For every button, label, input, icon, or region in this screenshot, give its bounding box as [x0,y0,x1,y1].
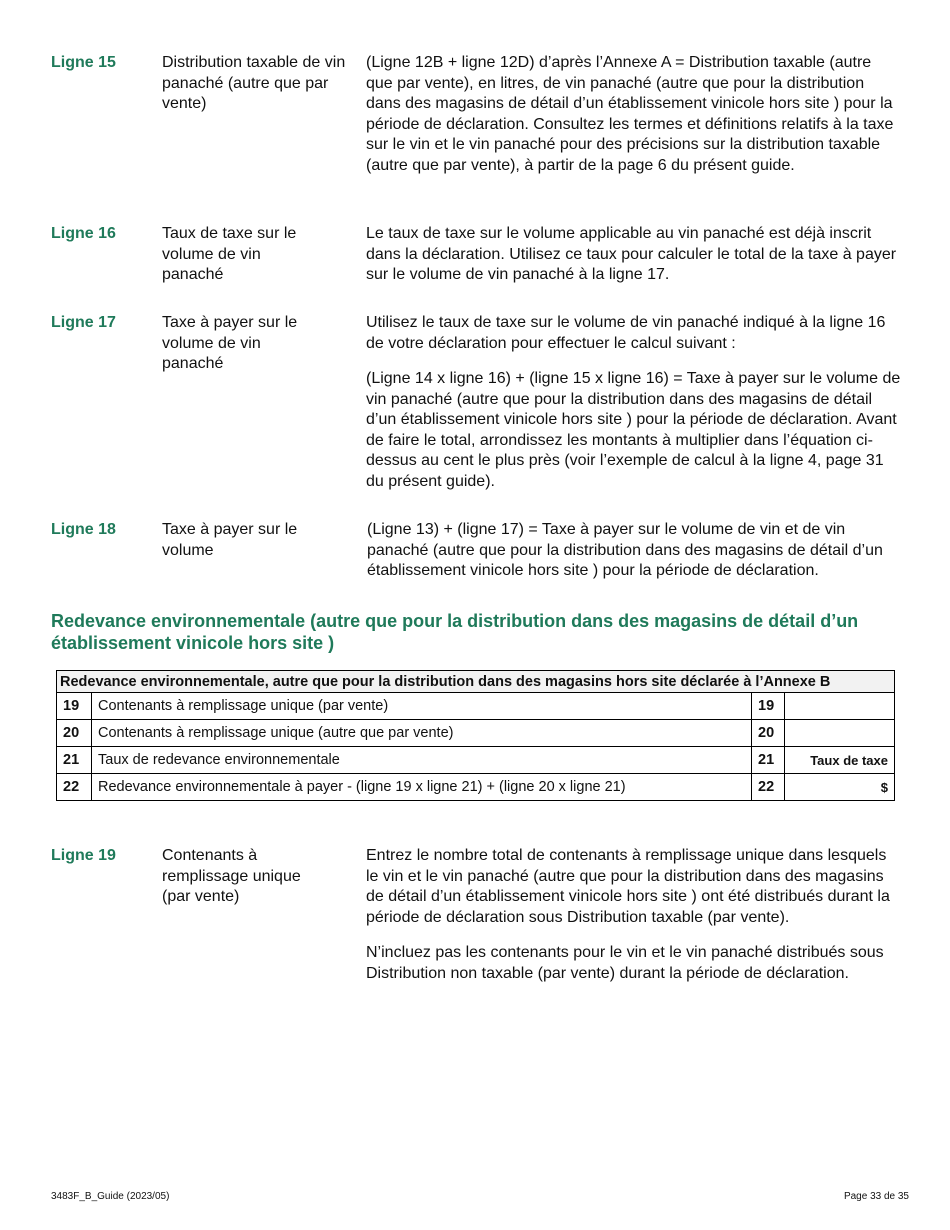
box-number: 20 [752,720,785,747]
line-description [366,846,902,984]
paragraph: (Ligne 12B + ligne 12D) d’après l’Annexe A = Distribution taxable (autre que par vente), en litres, de vin panaché (autre que pour la distribution dans des magasins de détail d’un établissement vinicole hors site ) pour la période de déclaration. Consultez les termes et définitions relatifs à la taxe sur le vin et le vin panaché pour des précisions sur la distribution taxable (autre que par vente), à partir de la page 6 du présent guide. [366,54,894,174]
paragraph: (Ligne 14 x ligne 16) + (ligne 15 x ligne 16) = Taxe à payer sur le volume de vin panaché (autre que pour la distribution dans des magasins de détail d’un établissement vinicole hors site ) pour la période de déclaration. Avant de faire le total, arrondissez les montants à multiplier dans l’équation ci-dessus au cent le plus près (voir l’exemple de calcul à la ligne 4, page 31 du présent guide). [366,370,901,490]
line-label: Ligne 18 [51,521,116,538]
table-header: Redevance environnementale, autre que pour la distribution dans des magasins hors site déclarée à l’Annexe B [57,671,895,693]
line-description [366,53,902,176]
line-title: Taux de taxe sur le volume de vin panaché [162,225,297,283]
box-value: Taux de taxe [785,747,895,774]
row-description: Contenants à remplissage unique (autre que par vente) [92,720,752,747]
line-title: Taxe à payer sur le volume [162,521,298,559]
row-number: 22 [57,774,92,801]
paragraph: N’incluez pas les contenants pour le vin et le vin panaché distribués sous Distribution non taxable (par vente) durant la période de déclaration. [366,944,884,982]
line-label: Ligne 16 [51,225,116,242]
table-row [57,747,895,774]
box-value[interactable] [785,720,895,747]
section-heading: Redevance environnementale (autre que pour la distribution dans des magasins de détail d’un établissement vinicole hors site ) [51,611,859,653]
row-description: Taux de redevance environnementale [92,747,752,774]
line-description [367,520,903,582]
environmental-fee-table [56,670,895,801]
box-value[interactable] [785,693,895,720]
row-number: 19 [57,693,92,720]
line-label: Ligne 17 [51,314,116,331]
line-title: Distribution taxable de vin panaché (autre que par vente) [162,54,346,112]
footer-page-number: Page 33 de 35 [843,1191,909,1202]
row-description: Redevance environnementale à payer - (ligne 19 x ligne 21) + (ligne 20 x ligne 21) [92,774,752,801]
row-number: 21 [57,747,92,774]
table-row [57,774,895,801]
line-title: Contenants à remplissage unique (par vente) [162,847,301,905]
line-label: Ligne 19 [51,847,116,864]
table-row [57,720,895,747]
line-title: Taxe à payer sur le volume de vin panaché [162,314,298,372]
footer-form-id: 3483F_B_Guide (2023/05) [51,1191,170,1202]
box-value[interactable]: $ [785,774,895,801]
paragraph: Entrez le nombre total de contenants à remplissage unique dans lesquels le vin et le vin panaché (autre que pour la distribution dans des magasins de détail d’un établissement vinicole hors site ) ont été distribués durant la période de déclaration sous Distribution taxable (par vente). [366,847,890,926]
paragraph: Utilisez le taux de taxe sur le volume de vin panaché indiqué à la ligne 16 de votre déclaration pour effectuer le calcul suivant : [366,314,886,352]
row-description: Contenants à remplissage unique (par vente) [92,693,752,720]
paragraph: Le taux de taxe sur le volume applicable au vin panaché est déjà inscrit dans la déclaration. Utilisez ce taux pour calculer le total de la taxe à payer sur le volume de vin panaché à la ligne 17. [366,225,897,283]
line-description [366,313,902,492]
row-number: 20 [57,720,92,747]
box-number: 21 [752,747,785,774]
box-number: 19 [752,693,785,720]
line-label: Ligne 15 [51,54,116,71]
line-description [366,224,902,286]
table-row [57,693,895,720]
paragraph: (Ligne 13) + (ligne 17) = Taxe à payer sur le volume de vin et de vin panaché (autre que pour la distribution dans des magasins de détail d’un établissement vinicole hors site ) pour la période de déclaration. [367,521,883,579]
box-number: 22 [752,774,785,801]
